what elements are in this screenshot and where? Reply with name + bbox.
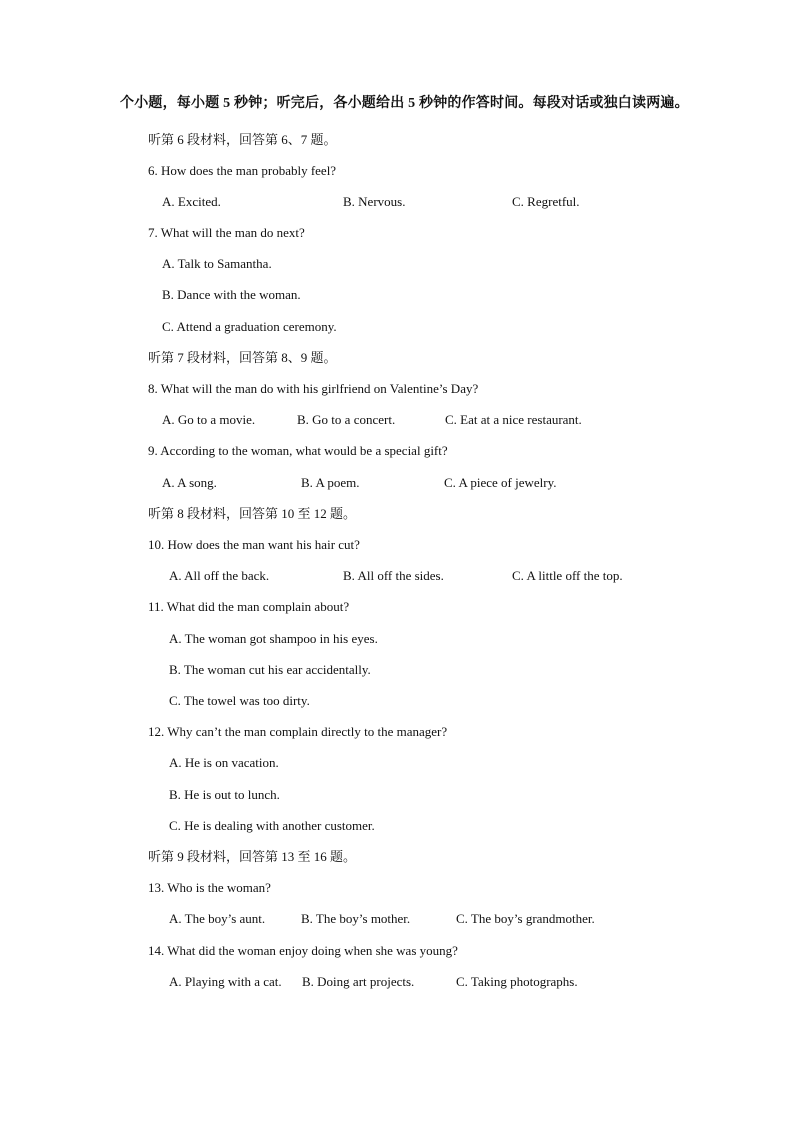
q10-option-c[interactable]: C. A little off the top. (512, 568, 623, 583)
question-7: 7. What will the man do next? (148, 225, 305, 240)
q6-option-a[interactable]: A. Excited. (162, 194, 221, 209)
q14-option-b[interactable]: B. Doing art projects. (302, 974, 415, 989)
q8-option-c[interactable]: C. Eat at a nice restaurant. (445, 412, 582, 427)
q13-option-b[interactable]: B. The boy’s mother. (301, 911, 411, 926)
q10-option-a[interactable]: A. All off the back. (169, 568, 270, 583)
question-9: 9. According to the woman, what would be a special gift? (148, 443, 448, 458)
q8-option-a[interactable]: A. Go to a movie. (162, 412, 256, 427)
q6-option-b[interactable]: B. Nervous. (343, 194, 406, 209)
q10-option-b[interactable]: B. All off the sides. (343, 568, 444, 583)
question-13: 13. Who is the woman? (148, 880, 271, 895)
question-8: 8. What will the man do with his girlfriend on Valentine’s Day? (148, 381, 479, 396)
q12-option-c[interactable]: C. He is dealing with another customer. (169, 818, 375, 833)
q6-option-c[interactable]: C. Regretful. (512, 194, 580, 209)
q9-option-c[interactable]: C. A piece of jewelry. (444, 475, 557, 490)
q8-option-b[interactable]: B. Go to a concert. (297, 412, 396, 427)
question-10: 10. How does the man want his hair cut? (148, 537, 360, 552)
q11-option-b[interactable]: B. The woman cut his ear accidentally. (169, 662, 371, 677)
q7-option-b[interactable]: B. Dance with the woman. (162, 287, 301, 302)
q7-option-a[interactable]: A. Talk to Samantha. (162, 256, 272, 271)
section-heading: 听第 7 段材料，回答第 8、9 题。 (148, 350, 337, 365)
instructions-text: 个小题，每小题 5 秒钟；听完后，各小题给出 5 秒钟的作答时间。每段对话或独白读两遍。 (120, 96, 689, 111)
q9-option-a[interactable]: A. A song. (162, 475, 217, 490)
question-14: 14. What did the woman enjoy doing when she was young? (148, 943, 458, 958)
q9-option-b[interactable]: B. A poem. (301, 475, 360, 490)
question-11: 11. What did the man complain about? (148, 599, 350, 614)
q12-option-a[interactable]: A. He is on vacation. (169, 755, 279, 770)
section-heading: 听第 6 段材料，回答第 6、7 题。 (148, 132, 337, 147)
q14-option-c[interactable]: C. Taking photographs. (456, 974, 578, 989)
q13-option-a[interactable]: A. The boy’s aunt. (169, 911, 266, 926)
q12-option-b[interactable]: B. He is out to lunch. (169, 787, 280, 802)
q13-option-c[interactable]: C. The boy’s grandmother. (456, 911, 595, 926)
q11-option-a[interactable]: A. The woman got shampoo in his eyes. (169, 631, 378, 646)
q7-option-c[interactable]: C. Attend a graduation ceremony. (162, 319, 337, 334)
question-6: 6. How does the man probably feel? (148, 163, 337, 178)
question-12: 12. Why can’t the man complain directly to the manager? (148, 724, 448, 739)
q14-option-a[interactable]: A. Playing with a cat. (169, 974, 282, 989)
section-heading: 听第 8 段材料，回答第 10 至 12 题。 (148, 506, 357, 521)
section-heading: 听第 9 段材料，回答第 13 至 16 题。 (148, 849, 357, 864)
q11-option-c[interactable]: C. The towel was too dirty. (169, 693, 310, 708)
